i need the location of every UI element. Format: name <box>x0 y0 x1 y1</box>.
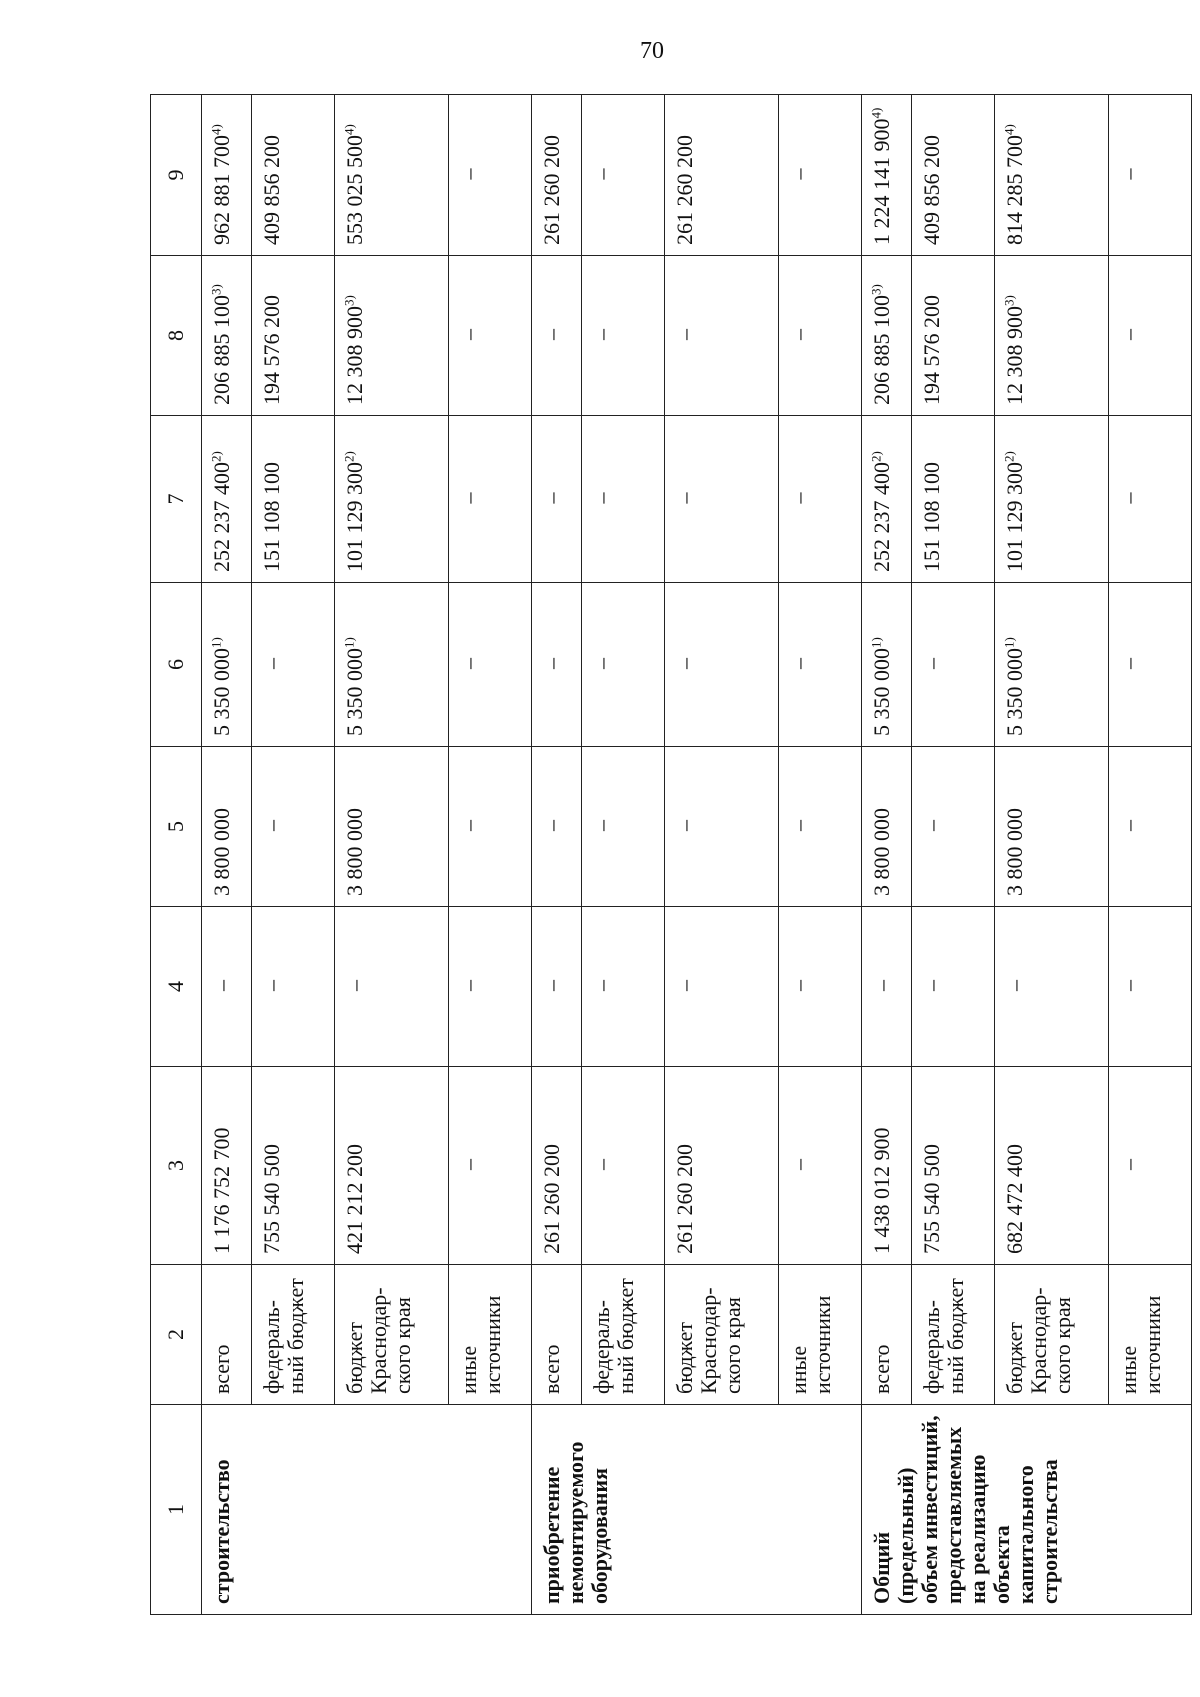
cell-value: 101 129 300 <box>341 462 367 572</box>
value-cell-col-9 <box>449 95 532 256</box>
column-header-6: 6 <box>151 583 202 747</box>
cell-value: 206 885 100 <box>868 295 894 405</box>
value-cell-col-9 <box>912 95 995 256</box>
value-cell-col-7 <box>252 416 335 583</box>
value-cell-col-3 <box>779 1067 862 1265</box>
cell-value: 1 438 012 900 <box>868 1127 894 1254</box>
cell-value: – <box>456 1159 482 1170</box>
value-cell-col-4 <box>861 907 911 1067</box>
cell-value: – <box>456 980 482 991</box>
value-cell-col-8 <box>582 256 665 416</box>
value-cell-col-5 <box>531 747 581 907</box>
value-cell-col-5 <box>449 747 532 907</box>
cell-value: – <box>671 820 697 831</box>
value-cell-col-6 <box>861 583 911 747</box>
value-cell-col-6 <box>449 583 532 747</box>
value-cell-col-3 <box>664 1067 779 1265</box>
cell-value: – <box>671 980 697 991</box>
cell-value: – <box>786 492 812 504</box>
value-cell-col-4 <box>582 907 665 1067</box>
group-label: Общий (предельный) объем инвестиций, предоставляемых на реализацию объекта капитального строительства <box>861 1405 1191 1615</box>
table-row <box>664 95 779 1615</box>
cell-value: 1 176 752 700 <box>209 1127 234 1254</box>
value-cell-col-7 <box>531 416 581 583</box>
column-header-1: 1 <box>151 1405 202 1615</box>
footnote-marker: 4) <box>341 124 357 135</box>
value-cell-col-7 <box>334 416 449 583</box>
cell-value: 409 856 200 <box>919 135 944 245</box>
value-cell-col-9 <box>861 95 911 256</box>
value-cell-col-5 <box>252 747 335 907</box>
value-cell-col-4 <box>994 907 1109 1067</box>
table-row <box>861 95 911 1615</box>
funding-source-cell: федераль-ный бюджет <box>582 1265 665 1405</box>
cell-value: 12 308 900 <box>341 306 367 405</box>
value-cell-col-8 <box>1109 256 1192 416</box>
cell-value: 252 237 400 <box>209 462 234 572</box>
cell-value: – <box>538 980 564 991</box>
value-cell-col-8 <box>779 256 862 416</box>
funding-source-cell: иные источники <box>449 1265 532 1405</box>
cell-value: 421 212 200 <box>341 1144 367 1254</box>
cell-value: – <box>259 658 285 669</box>
cell-value: 3 800 000 <box>1001 808 1027 896</box>
cell-value: – <box>786 168 812 180</box>
funding-source-cell: бюджет Краснодар-ского края <box>664 1265 779 1405</box>
value-cell-col-9 <box>334 95 449 256</box>
funding-source-cell: всего <box>202 1265 252 1405</box>
value-cell-col-4 <box>202 907 252 1067</box>
cell-value: – <box>456 329 482 340</box>
value-cell-col-9 <box>202 95 252 256</box>
table-row <box>912 95 995 1615</box>
cell-value: – <box>1001 980 1027 991</box>
cell-value: – <box>209 980 234 991</box>
value-cell-col-5 <box>779 747 862 907</box>
footnote-marker: 2) <box>868 451 884 462</box>
value-cell-col-3 <box>531 1067 581 1265</box>
value-cell-col-3 <box>912 1067 995 1265</box>
value-cell-col-7 <box>202 416 252 583</box>
value-cell-col-8 <box>334 256 449 416</box>
value-cell-col-7 <box>861 416 911 583</box>
cell-value: – <box>671 329 697 340</box>
value-cell-col-7 <box>449 416 532 583</box>
cell-value: 194 576 200 <box>259 295 285 405</box>
cell-value: – <box>1116 168 1142 180</box>
cell-value: – <box>589 820 615 831</box>
cell-value: – <box>671 492 697 504</box>
cell-value: – <box>868 980 894 991</box>
cell-value: – <box>341 980 367 991</box>
cell-value: 151 108 100 <box>259 462 285 572</box>
value-cell-col-9 <box>664 95 779 256</box>
footnote-marker: 3) <box>341 295 357 306</box>
footnote-marker: 3) <box>1001 295 1017 306</box>
cell-value: 12 308 900 <box>1001 306 1027 405</box>
cell-value: 261 260 200 <box>538 1144 564 1254</box>
value-cell-col-3 <box>861 1067 911 1265</box>
funding-source-cell: бюджет Краснодар-ского края <box>994 1265 1109 1405</box>
table-row <box>449 95 532 1615</box>
value-cell-col-5 <box>1109 747 1192 907</box>
cell-value: – <box>456 168 482 180</box>
funding-source-cell: бюджет Краснодар-ского края <box>334 1265 449 1405</box>
value-cell-col-7 <box>1109 416 1192 583</box>
cell-value: – <box>589 980 615 991</box>
cell-value: 101 129 300 <box>1001 462 1027 572</box>
column-header-7: 7 <box>151 416 202 583</box>
value-cell-col-8 <box>202 256 252 416</box>
value-cell-col-8 <box>252 256 335 416</box>
value-cell-col-9 <box>252 95 335 256</box>
cell-value: 5 350 000 <box>209 648 234 736</box>
cell-value: – <box>589 329 615 340</box>
column-header-2: 2 <box>151 1265 202 1405</box>
cell-value: – <box>538 492 564 504</box>
footnote-marker: 1) <box>341 637 357 648</box>
cell-value: – <box>589 1159 615 1170</box>
value-cell-col-5 <box>861 747 911 907</box>
value-cell-col-6 <box>202 583 252 747</box>
cell-value: – <box>1116 820 1142 831</box>
cell-value: – <box>538 820 564 831</box>
value-cell-col-9 <box>531 95 581 256</box>
value-cell-col-9 <box>994 95 1109 256</box>
rotated-table-container <box>150 95 1192 1615</box>
value-cell-col-9 <box>1109 95 1192 256</box>
value-cell-col-5 <box>912 747 995 907</box>
value-cell-col-3 <box>582 1067 665 1265</box>
value-cell-col-7 <box>994 416 1109 583</box>
cell-value: – <box>1116 980 1142 991</box>
cell-value: – <box>589 492 615 504</box>
value-cell-col-7 <box>912 416 995 583</box>
value-cell-col-8 <box>861 256 911 416</box>
column-header-5: 5 <box>151 747 202 907</box>
footnote-marker: 1) <box>868 637 884 648</box>
value-cell-col-6 <box>334 583 449 747</box>
cell-value: 252 237 400 <box>868 462 894 572</box>
footnote-marker: 2) <box>341 451 357 462</box>
cell-value: 3 800 000 <box>341 808 367 896</box>
value-cell-col-3 <box>252 1067 335 1265</box>
footnote-marker: 2) <box>208 451 224 462</box>
cell-value: – <box>1116 658 1142 669</box>
footnote-marker: 2) <box>1001 451 1017 462</box>
value-cell-col-3 <box>1109 1067 1192 1265</box>
funding-source-cell: федераль-ный бюджет <box>912 1265 995 1405</box>
cell-value: 553 025 500 <box>341 135 367 245</box>
value-cell-col-4 <box>779 907 862 1067</box>
footnote-marker: 4) <box>1001 124 1017 135</box>
value-cell-col-8 <box>664 256 779 416</box>
cell-value: – <box>919 658 944 669</box>
footnote-marker: 1) <box>1001 637 1017 648</box>
cell-value: – <box>786 820 812 831</box>
table-body <box>202 95 1192 1615</box>
value-cell-col-6 <box>582 583 665 747</box>
value-cell-col-9 <box>582 95 665 256</box>
footnote-marker: 4) <box>868 107 884 119</box>
cell-value: – <box>786 658 812 669</box>
value-cell-col-4 <box>334 907 449 1067</box>
cell-value: – <box>1116 492 1142 504</box>
footnote-marker: 4) <box>208 124 224 135</box>
value-cell-col-5 <box>994 747 1109 907</box>
value-cell-col-8 <box>449 256 532 416</box>
value-cell-col-7 <box>779 416 862 583</box>
cell-value: – <box>919 820 944 831</box>
table-row <box>202 95 252 1615</box>
cell-value: 151 108 100 <box>919 462 944 572</box>
page-number: 70 <box>640 38 664 64</box>
cell-value: 261 260 200 <box>671 135 697 245</box>
value-cell-col-4 <box>252 907 335 1067</box>
cell-value: – <box>919 980 944 991</box>
cell-value: 962 881 700 <box>209 135 234 245</box>
value-cell-col-5 <box>202 747 252 907</box>
value-cell-col-4 <box>912 907 995 1067</box>
cell-value: – <box>538 658 564 669</box>
column-header-4: 4 <box>151 907 202 1067</box>
table-row <box>252 95 335 1615</box>
cell-value: 261 260 200 <box>538 135 564 245</box>
value-cell-col-4 <box>531 907 581 1067</box>
value-cell-col-4 <box>664 907 779 1067</box>
cell-value: – <box>671 658 697 669</box>
value-cell-col-3 <box>202 1067 252 1265</box>
value-cell-col-3 <box>994 1067 1109 1265</box>
value-cell-col-6 <box>252 583 335 747</box>
value-cell-col-8 <box>531 256 581 416</box>
value-cell-col-4 <box>1109 907 1192 1067</box>
cell-value: 3 800 000 <box>868 808 894 896</box>
table-row <box>334 95 449 1615</box>
cell-value: 682 472 400 <box>1001 1144 1027 1254</box>
cell-value: 261 260 200 <box>671 1144 697 1254</box>
table-row <box>531 95 581 1615</box>
value-cell-col-3 <box>334 1067 449 1265</box>
cell-value: 755 540 500 <box>919 1144 944 1254</box>
value-cell-col-6 <box>531 583 581 747</box>
cell-value: – <box>786 1159 812 1170</box>
cell-value: – <box>259 980 285 991</box>
cell-value: 5 350 000 <box>341 648 367 736</box>
table-row <box>994 95 1109 1615</box>
cell-value: – <box>456 658 482 669</box>
cell-value: – <box>589 168 615 180</box>
value-cell-col-7 <box>664 416 779 583</box>
value-cell-col-6 <box>912 583 995 747</box>
cell-value: – <box>786 329 812 340</box>
funding-source-cell: федераль-ный бюджет <box>252 1265 335 1405</box>
cell-value: 206 885 100 <box>209 295 234 405</box>
cell-value: 5 350 000 <box>1001 648 1027 736</box>
cell-value: – <box>589 658 615 669</box>
funding-source-cell: иные источники <box>1109 1265 1192 1405</box>
group-label: приобретение немонтируемого оборудования <box>531 1405 861 1615</box>
cell-value: – <box>456 820 482 831</box>
value-cell-col-9 <box>779 95 862 256</box>
value-cell-col-7 <box>582 416 665 583</box>
value-cell-col-5 <box>582 747 665 907</box>
value-cell-col-6 <box>994 583 1109 747</box>
header-row <box>151 95 202 1615</box>
cell-value: 5 350 000 <box>868 648 894 736</box>
cell-value: – <box>259 820 285 831</box>
cell-value: – <box>1116 1159 1142 1170</box>
table-row <box>1109 95 1192 1615</box>
cell-value: 409 856 200 <box>259 135 285 245</box>
footnote-marker: 3) <box>208 284 224 295</box>
footnote-marker: 3) <box>868 284 884 295</box>
funding-source-cell: всего <box>861 1265 911 1405</box>
cell-value: 194 576 200 <box>919 295 944 405</box>
value-cell-col-8 <box>912 256 995 416</box>
cell-value: – <box>786 980 812 991</box>
column-header-9: 9 <box>151 95 202 256</box>
column-header-3: 3 <box>151 1067 202 1265</box>
value-cell-col-6 <box>779 583 862 747</box>
cell-value: 755 540 500 <box>259 1144 285 1254</box>
cell-value: 3 800 000 <box>209 808 234 896</box>
column-header-8: 8 <box>151 256 202 416</box>
group-label: строительство <box>202 1405 532 1615</box>
table-row <box>779 95 862 1615</box>
value-cell-col-6 <box>1109 583 1192 747</box>
value-cell-col-3 <box>449 1067 532 1265</box>
value-cell-col-5 <box>664 747 779 907</box>
financing-table <box>150 94 1192 1615</box>
table-row <box>582 95 665 1615</box>
value-cell-col-4 <box>449 907 532 1067</box>
value-cell-col-8 <box>994 256 1109 416</box>
funding-source-cell: всего <box>531 1265 581 1405</box>
cell-value: 1 224 141 900 <box>868 118 894 245</box>
value-cell-col-5 <box>334 747 449 907</box>
cell-value: – <box>456 492 482 504</box>
funding-source-cell: иные источники <box>779 1265 862 1405</box>
cell-value: – <box>538 329 564 340</box>
cell-value: – <box>1116 329 1142 340</box>
value-cell-col-6 <box>664 583 779 747</box>
footnote-marker: 1) <box>208 637 224 648</box>
cell-value: 814 285 700 <box>1001 135 1027 245</box>
